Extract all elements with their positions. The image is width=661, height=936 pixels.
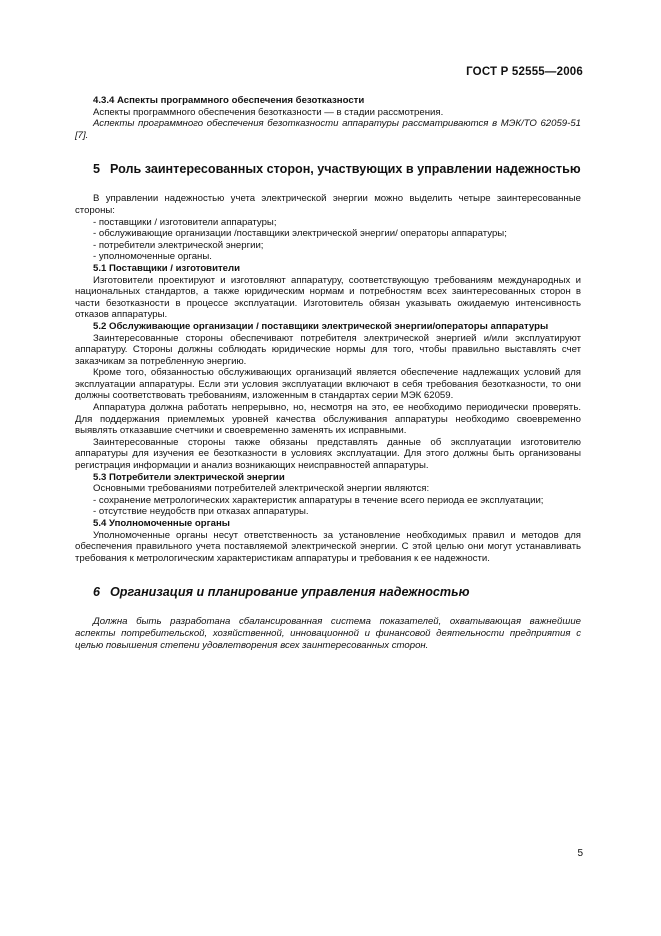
section-number: 6 <box>93 585 101 600</box>
section-5-1-heading: 5.1 Поставщики / изготовители <box>93 262 240 274</box>
paragraph: Аппаратура должна работать непрерывно, но, несмотря на это, ее необходимо периодически проверять. Для поддержания приемлемых уровней качества обслуживания аппаратуры необходимо своевременно выявлять отказавшие счетчики и своевременно заменять их исправными. <box>75 402 581 437</box>
list-item: - обслуживающие организации /поставщики электрической энергии/ операторы аппаратуры; <box>93 228 507 240</box>
list-item: - поставщики / изготовители аппаратуры; <box>93 216 277 228</box>
paragraph: Изготовители проектируют и изготовляют аппаратуру, соответствующую требованиям международных и национальных стандартов, а также юридическим нормам и потребностям всех заинтересованных сторон в части безотказности в процессе эксплуатации. Изготовитель обязан указывать ожидаемую интенсивность отказов аппаратуры. <box>75 274 581 321</box>
paragraph: В управлении надежностью учета электрической энергии можно выделить четыре заинтересованные стороны: <box>75 193 581 216</box>
section-5-heading <box>75 162 581 177</box>
paragraph: Заинтересованные стороны обеспечивают потребителя электрической энергией и/или эксплуатируют аппаратуру. Стороны должны соблюдать юридические нормы для того, чтобы правильно выставлять счет заказчикам за потребленную энергию. <box>75 332 581 367</box>
section-5-4-heading: 5.4 Уполномоченные органы <box>93 518 230 529</box>
paragraph: Основными требованиями потребителей электрической энергии являются: <box>93 483 430 495</box>
section-5-2-heading: 5.2 Обслуживающие организации / поставщики электрической энергии/операторы аппаратуры <box>93 320 549 332</box>
paragraph: Кроме того, обязанностью обслуживающих организаций является обеспечение надлежащих условий для эксплуатации аппаратуры. Если эти условия эксплуатации включают в себя требования безотказности, то они должны соответствовать требованиям, изложенным в стандартах серии МЭК 62059. <box>75 367 581 402</box>
standard-number: ГОСТ Р 52555—2006 <box>466 66 583 78</box>
list-item: - потребители электрической энергии; <box>93 239 264 251</box>
paragraph: Заинтересованные стороны также обязаны представлять данные об эксплуатации изготовителю аппаратуры для изучения ее безотказности в условиях эксплуатации. Для этого должны быть организованы регистрация информации и анализ возникающих неисправностей аппаратуры. <box>75 436 581 472</box>
section-number: 5 <box>93 162 101 177</box>
page-number: 5 <box>577 848 583 859</box>
section-title: Роль заинтересованных сторон, участвующих в управлении надежностью <box>110 162 581 177</box>
list-item: - уполномоченные органы. <box>93 251 212 263</box>
paragraph: Аспекты программного обеспечения безотказности аппаратуры рассматриваются в МЭК/ТО 62059-51 [7]. <box>75 118 581 141</box>
section-4-3-4-heading: 4.3.4 Аспекты программного обеспечения безотказности <box>93 95 365 106</box>
list-item: - сохранение метрологических характеристик аппаратуры в течение всего периода ее эксплуатации; <box>93 494 544 506</box>
paragraph: Должна быть разработана сбалансированная система показателей, охватывающая важнейшие аспекты потребительской, хозяйственной, инновационной и финансовой деятельности предприятия с целью повышения степени удовлетворения всех заинтересованных сторон. <box>75 616 581 651</box>
section-title: Организация и планирование управления надежностью <box>110 585 470 600</box>
paragraph: Аспекты программного обеспечения безотказности — в стадии рассмотрения. <box>93 106 444 118</box>
page-content <box>75 95 581 651</box>
section-6-heading <box>75 585 581 600</box>
section-5-3-heading: 5.3 Потребители электрической энергии <box>93 471 285 483</box>
paragraph: Уполномоченные органы несут ответственность за установление необходимых правил и методов для обеспечения правильного учета поставляемой электрической энергии. С этой целью они могут устанавливать требования к метрологическим характеристикам аппаратуры и требования к ее надежности. <box>75 529 581 564</box>
list-item: - отсутствие неудобств при отказах аппаратуры. <box>93 506 309 518</box>
